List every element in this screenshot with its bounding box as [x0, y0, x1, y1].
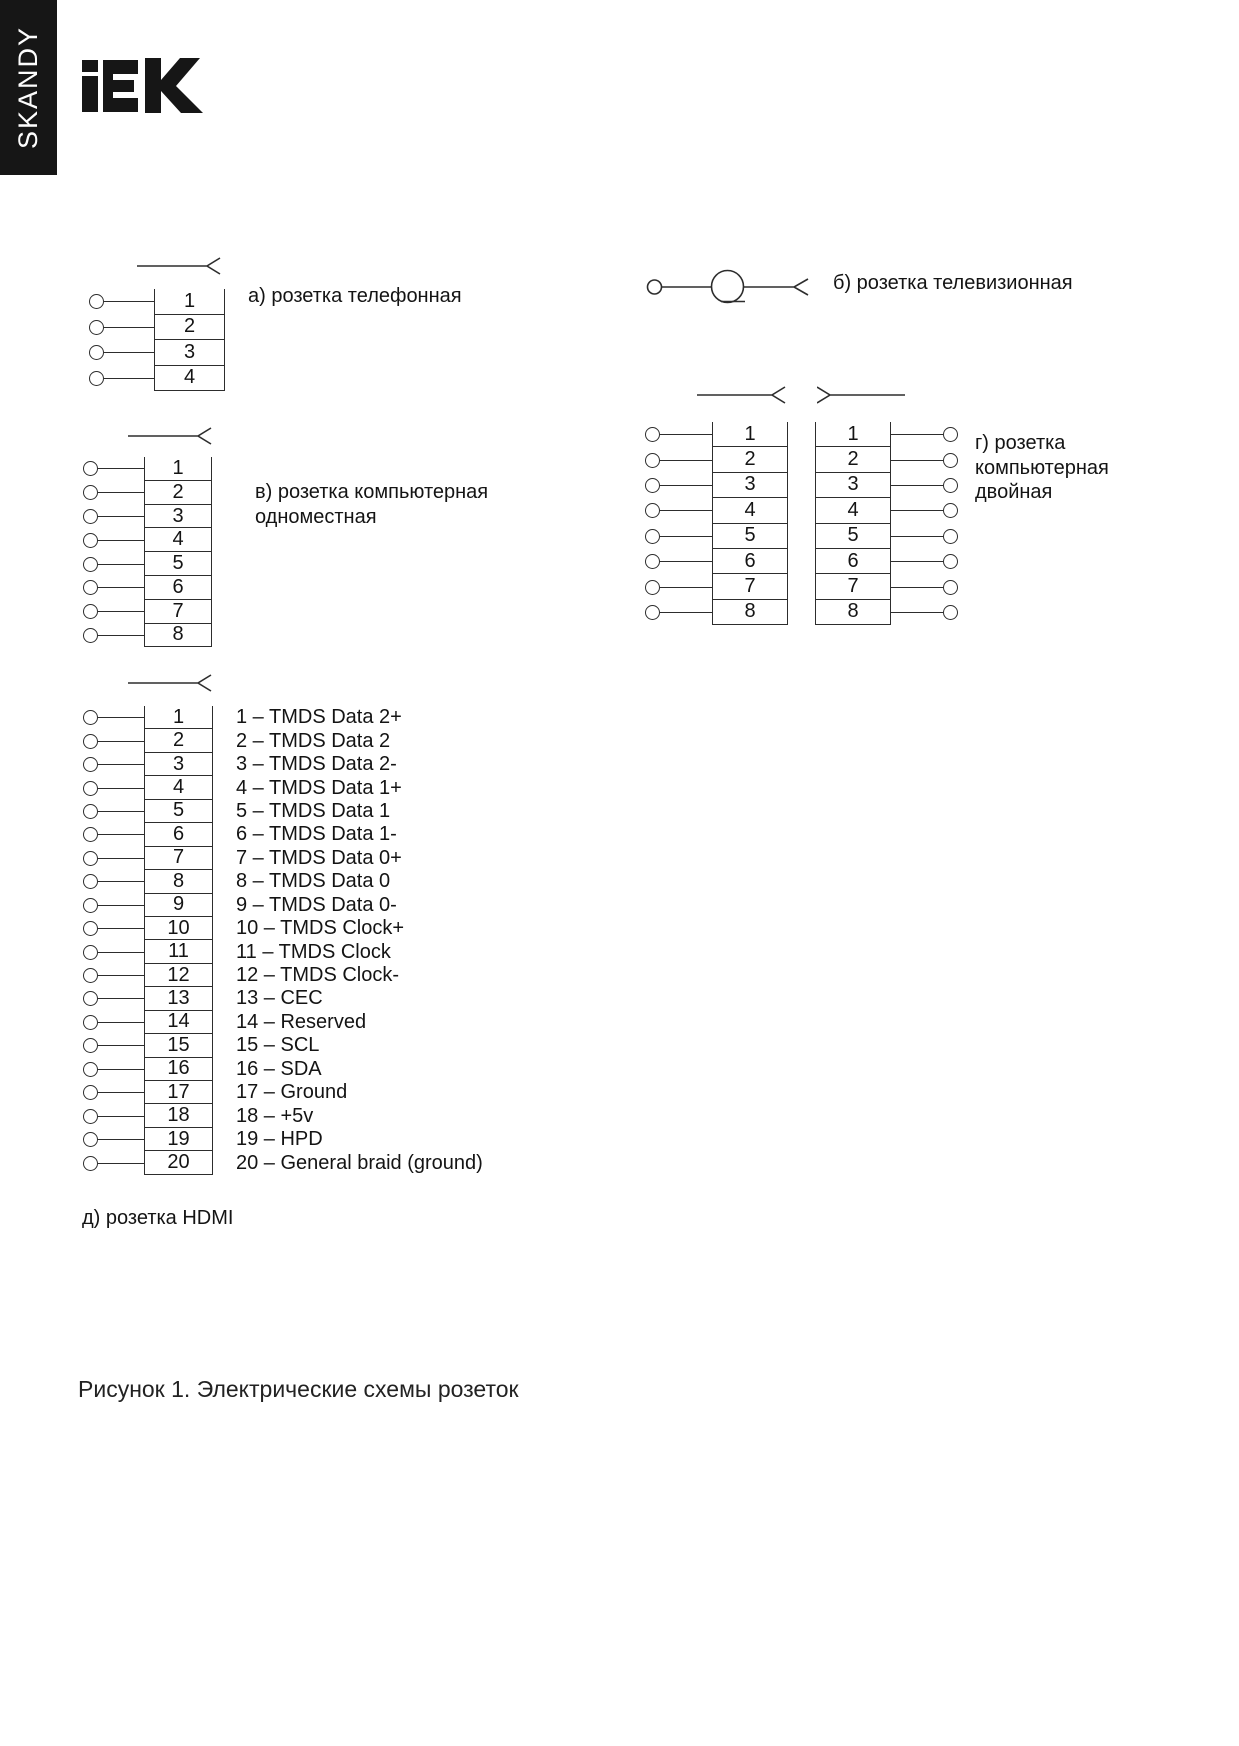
- terminal-circle-icon: [645, 453, 660, 468]
- pin-row: [645, 524, 788, 549]
- wire-line: [98, 998, 144, 999]
- wire-line: [98, 788, 144, 789]
- pin-cell: 7: [712, 574, 788, 599]
- pin-label: 12 – TMDS Clock-: [236, 964, 400, 987]
- pin-row: [89, 289, 225, 315]
- pin-cell: 5: [815, 524, 891, 549]
- terminal-circle-icon: [89, 294, 104, 309]
- pin-row: [83, 481, 212, 505]
- sidebar-brand-label: SKANDY: [13, 25, 44, 150]
- terminal-circle-icon: [83, 461, 98, 476]
- terminal-circle-icon: [83, 1156, 98, 1171]
- pin-cell: 12: [144, 964, 213, 987]
- pin-row: [83, 505, 212, 529]
- pin-cell: 13: [144, 987, 213, 1010]
- wire-line: [660, 587, 712, 588]
- pin-cell: 17: [144, 1081, 213, 1104]
- pin-row: [83, 964, 483, 987]
- label-line: в) розетка компьютерная: [255, 481, 489, 503]
- pin-cell: 4: [144, 528, 212, 552]
- wire-arrow-icon: [697, 386, 786, 404]
- wire-line: [98, 611, 144, 612]
- terminal-circle-icon: [83, 945, 98, 960]
- pin-row: [815, 574, 958, 599]
- pin-row: [815, 473, 958, 498]
- pin-label: 2 – TMDS Data 2: [236, 729, 391, 752]
- wire-line: [98, 1139, 144, 1140]
- terminal-circle-icon: [83, 968, 98, 983]
- pin-label: 20 – General braid (ground): [236, 1151, 483, 1174]
- wire-line: [660, 536, 712, 537]
- terminal-circle-icon: [943, 580, 958, 595]
- pin-row: [83, 600, 212, 624]
- pin-cell: 8: [815, 600, 891, 625]
- pin-label: 18 – +5v: [236, 1104, 314, 1127]
- pin-row: [83, 624, 212, 648]
- pin-cell: 14: [144, 1011, 213, 1034]
- terminal-circle-icon: [83, 827, 98, 842]
- terminal-circle-icon: [83, 557, 98, 572]
- pin-row: [645, 549, 788, 574]
- terminal-circle-icon: [645, 503, 660, 518]
- pin-cell: 6: [815, 549, 891, 574]
- wire-line: [98, 587, 144, 588]
- tv-socket-label: б) розетка телевизионная: [833, 272, 1073, 294]
- pin-row: [83, 940, 483, 963]
- pin-row: [83, 552, 212, 576]
- terminal-circle-icon: [83, 804, 98, 819]
- pin-label: 1 – TMDS Data 2+: [236, 706, 402, 729]
- terminal-circle-icon: [943, 554, 958, 569]
- label-line: одноместная: [255, 506, 377, 528]
- pin-cell: 4: [144, 776, 213, 799]
- wire-line: [891, 536, 943, 537]
- pin-cell: 8: [144, 624, 212, 648]
- terminal-circle-icon: [645, 478, 660, 493]
- label-line: компьютерная: [975, 456, 1109, 479]
- wire-line: [98, 717, 144, 718]
- wire-line: [98, 764, 144, 765]
- terminal-circle-icon: [83, 509, 98, 524]
- wire-line: [660, 561, 712, 562]
- hdmi-socket-diagram: [83, 706, 483, 1175]
- pin-row: [83, 753, 483, 776]
- pin-row: [815, 498, 958, 523]
- pin-cell: 2: [154, 315, 225, 341]
- pin-row: [83, 776, 483, 799]
- pin-cell: 1: [154, 289, 225, 315]
- pin-row: [83, 987, 483, 1010]
- wire-line: [660, 460, 712, 461]
- terminal-circle-icon: [83, 781, 98, 796]
- terminal-circle-icon: [83, 921, 98, 936]
- wire-line: [98, 468, 144, 469]
- pin-label: 11 – TMDS Clock: [236, 940, 391, 963]
- iek-logo: [82, 58, 203, 113]
- pin-cell: 3: [815, 473, 891, 498]
- pin-cell: 9: [144, 894, 213, 917]
- wire-line: [98, 516, 144, 517]
- terminal-circle-icon: [83, 1132, 98, 1147]
- pin-label: 9 – TMDS Data 0-: [236, 893, 397, 916]
- terminal-circle-icon: [645, 554, 660, 569]
- terminal-circle-icon: [83, 604, 98, 619]
- terminal-circle-icon: [89, 345, 104, 360]
- terminal-circle-icon: [83, 580, 98, 595]
- pin-cell: 18: [144, 1104, 213, 1127]
- pin-row: [83, 847, 483, 870]
- terminal-circle-icon: [83, 1109, 98, 1124]
- pin-row: [83, 870, 483, 893]
- terminal-circle-icon: [83, 991, 98, 1006]
- pin-cell: 1: [144, 457, 212, 481]
- figure-caption: Рисунок 1. Электрические схемы розеток: [78, 1376, 519, 1402]
- telephone-socket-diagram: [89, 289, 225, 391]
- tv-socket-diagram: [645, 267, 815, 307]
- wire-line: [104, 352, 154, 353]
- computer-single-socket-label: [255, 480, 488, 530]
- pin-label: 17 – Ground: [236, 1081, 348, 1104]
- wire-arrow-icon: [128, 427, 212, 445]
- pin-row: [83, 917, 483, 940]
- wire-line: [98, 952, 144, 953]
- pin-row: [645, 498, 788, 523]
- pin-row: [645, 574, 788, 599]
- terminal-circle-icon: [83, 533, 98, 548]
- pin-cell: 4: [154, 366, 225, 392]
- wire-line: [98, 492, 144, 493]
- terminal-circle-icon: [83, 851, 98, 866]
- pin-label: 13 – CEC: [236, 987, 323, 1010]
- wire-arrow-icon: [128, 674, 212, 692]
- pin-cell: 3: [154, 340, 225, 366]
- pin-label: 5 – TMDS Data 1: [236, 799, 391, 822]
- terminal-circle-icon: [943, 427, 958, 442]
- wire-line: [98, 741, 144, 742]
- label-line: двойная: [975, 481, 1053, 503]
- wire-line: [660, 612, 712, 613]
- wire-line: [98, 905, 144, 906]
- pin-row: [83, 1128, 483, 1151]
- wire-line: [891, 612, 943, 613]
- pin-label: 3 – TMDS Data 2-: [236, 753, 397, 776]
- terminal-circle-icon: [83, 1015, 98, 1030]
- pin-cell: 2: [144, 729, 213, 752]
- pin-label: 15 – SCL: [236, 1034, 320, 1057]
- pin-label: 8 – TMDS Data 0: [236, 870, 391, 893]
- wire-line: [891, 460, 943, 461]
- pin-cell: 4: [712, 498, 788, 523]
- wire-line: [660, 485, 712, 486]
- wire-line: [98, 1163, 144, 1164]
- pin-row: [83, 800, 483, 823]
- pin-row: [83, 706, 483, 729]
- pin-row: [815, 524, 958, 549]
- pin-cell: 2: [815, 447, 891, 472]
- pin-cell: 5: [712, 524, 788, 549]
- terminal-circle-icon: [83, 1038, 98, 1053]
- wire-line: [98, 1116, 144, 1117]
- pin-row: [645, 473, 788, 498]
- wire-line: [98, 1022, 144, 1023]
- wire-line: [98, 564, 144, 565]
- pin-cell: 3: [144, 505, 212, 529]
- wire-line: [891, 587, 943, 588]
- wire-line: [98, 811, 144, 812]
- terminal-circle-icon: [83, 485, 98, 500]
- pin-cell: 6: [144, 576, 212, 600]
- pin-cell: 2: [712, 447, 788, 472]
- terminal-circle-icon: [943, 478, 958, 493]
- wire-line: [660, 510, 712, 511]
- sidebar-tab: [0, 0, 57, 175]
- pin-row: [89, 315, 225, 341]
- pin-row: [83, 1104, 483, 1127]
- wire-line: [98, 540, 144, 541]
- pin-cell: 19: [144, 1128, 213, 1151]
- pin-label: 14 – Reserved: [236, 1010, 367, 1033]
- pin-cell: 1: [815, 422, 891, 447]
- terminal-circle-icon: [943, 503, 958, 518]
- wire-line: [891, 434, 943, 435]
- pin-row: [815, 422, 958, 447]
- computer-single-socket-diagram: [83, 457, 212, 647]
- wire-line: [98, 928, 144, 929]
- pin-row: [645, 447, 788, 472]
- terminal-circle-icon: [83, 757, 98, 772]
- terminal-circle-icon: [645, 529, 660, 544]
- wire-line: [98, 881, 144, 882]
- pin-cell: 7: [144, 847, 213, 870]
- pin-cell: 6: [144, 823, 213, 846]
- telephone-socket-label: а) розетка телефонная: [248, 285, 462, 307]
- pin-label: 10 – TMDS Clock+: [236, 917, 405, 940]
- pin-row: [83, 823, 483, 846]
- pin-cell: 8: [144, 870, 213, 893]
- wire-line: [891, 561, 943, 562]
- pin-row: [83, 1011, 483, 1034]
- pin-cell: 7: [815, 574, 891, 599]
- terminal-circle-icon: [645, 605, 660, 620]
- wire-line: [98, 1069, 144, 1070]
- wire-arrow-icon: [817, 386, 906, 404]
- pin-label: 4 – TMDS Data 1+: [236, 776, 402, 799]
- pin-cell: 3: [712, 473, 788, 498]
- pin-cell: 2: [144, 481, 212, 505]
- hdmi-socket-label: д) розетка HDMI: [82, 1207, 234, 1229]
- pin-row: [83, 729, 483, 752]
- pin-cell: 7: [144, 600, 212, 624]
- computer-double-right-diagram: [815, 422, 958, 625]
- computer-double-socket-label: [975, 431, 1109, 505]
- pin-row: [83, 457, 212, 481]
- pin-row: [645, 422, 788, 447]
- terminal-circle-icon: [943, 453, 958, 468]
- pin-label: 7 – TMDS Data 0+: [236, 846, 402, 869]
- terminal-circle-icon: [89, 320, 104, 335]
- pin-cell: 20: [144, 1151, 213, 1174]
- wire-line: [98, 975, 144, 976]
- pin-cell: 5: [144, 800, 213, 823]
- terminal-circle-icon: [83, 1085, 98, 1100]
- terminal-circle-icon: [645, 427, 660, 442]
- wire-line: [891, 510, 943, 511]
- terminal-circle-icon: [89, 371, 104, 386]
- pin-row: [815, 549, 958, 574]
- wire-line: [104, 378, 154, 379]
- wire-line: [104, 301, 154, 302]
- pin-cell: 1: [144, 706, 213, 729]
- wire-line: [98, 1092, 144, 1093]
- pin-cell: 5: [144, 552, 212, 576]
- pin-row: [89, 366, 225, 392]
- wire-line: [104, 327, 154, 328]
- pin-cell: 11: [144, 940, 213, 963]
- wire-line: [98, 1045, 144, 1046]
- pin-row: [83, 1034, 483, 1057]
- pin-row: [83, 1081, 483, 1104]
- pin-row: [83, 528, 212, 552]
- terminal-circle-icon: [645, 580, 660, 595]
- terminal-circle-icon: [943, 529, 958, 544]
- wire-line: [98, 635, 144, 636]
- pin-row: [89, 340, 225, 366]
- label-line: г) розетка: [975, 432, 1066, 454]
- pin-cell: 16: [144, 1058, 213, 1081]
- wire-line: [98, 834, 144, 835]
- pin-row: [83, 576, 212, 600]
- terminal-circle-icon: [83, 1062, 98, 1077]
- pin-cell: 8: [712, 600, 788, 625]
- pin-row: [815, 447, 958, 472]
- computer-double-left-diagram: [645, 422, 788, 625]
- terminal-circle-icon: [83, 734, 98, 749]
- pin-cell: 3: [144, 753, 213, 776]
- terminal-circle-icon: [83, 874, 98, 889]
- pin-cell: 6: [712, 549, 788, 574]
- wire-line: [891, 485, 943, 486]
- terminal-circle-icon: [83, 628, 98, 643]
- pin-cell: 10: [144, 917, 213, 940]
- terminal-circle-icon: [83, 898, 98, 913]
- wire-arrow-icon: [137, 257, 221, 275]
- pin-row: [645, 600, 788, 625]
- pin-row: [83, 894, 483, 917]
- terminal-circle-icon: [943, 605, 958, 620]
- pin-cell: 15: [144, 1034, 213, 1057]
- terminal-circle-icon: [83, 710, 98, 725]
- pin-row: [83, 1058, 483, 1081]
- wire-line: [660, 434, 712, 435]
- wire-line: [98, 858, 144, 859]
- pin-cell: 4: [815, 498, 891, 523]
- pin-row: [83, 1151, 483, 1174]
- pin-cell: 1: [712, 422, 788, 447]
- pin-label: 19 – HPD: [236, 1128, 323, 1151]
- pin-row: [815, 600, 958, 625]
- pin-label: 6 – TMDS Data 1-: [236, 823, 397, 846]
- pin-label: 16 – SDA: [236, 1057, 322, 1080]
